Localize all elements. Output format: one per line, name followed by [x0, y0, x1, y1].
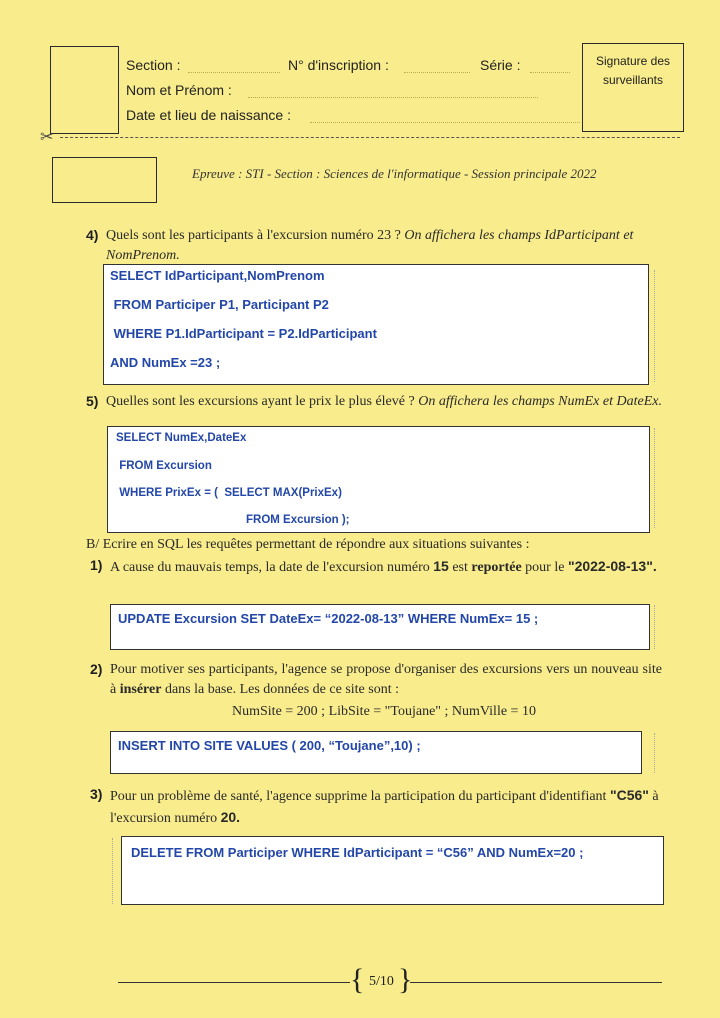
q4-sql-line-2: FROM Participer P1, Participant P2 — [110, 297, 329, 312]
q5-question: Quelles sont les excursions ayant le prix le plus élevé ? — [106, 394, 415, 409]
b2-bold-inserer: insérer — [119, 682, 162, 697]
nom-dots — [248, 97, 538, 98]
footer-line-right — [410, 982, 662, 983]
b3-left-dots — [112, 838, 113, 904]
b3-id: "C56" — [609, 787, 649, 803]
b2-number: 2) — [90, 661, 103, 677]
inscription-label: N° d'inscription : — [288, 57, 389, 73]
date-dots — [310, 122, 580, 123]
q4-text — [106, 226, 656, 266]
q5-sql-line-3: WHERE PrixEx = ( SELECT MAX(PrixEx) — [116, 487, 342, 499]
q4-right-dots — [654, 270, 655, 382]
b2-right-dots — [654, 733, 655, 773]
b1-text-c: pour le — [525, 560, 565, 575]
footer-brace-right: } — [398, 963, 413, 996]
b1-excursion-number: 15 — [433, 558, 449, 574]
q4-sql-line-3: WHERE P1.IdParticipant = P2.IdParticipant — [110, 326, 377, 341]
q4-sql-line-1: SELECT IdParticipant,NomPrenom — [110, 268, 325, 283]
b1-text-a: A cause du mauvais temps, la date de l'excursion numéro — [110, 560, 430, 575]
q4-sql-line-4: AND NumEx =23 ; — [110, 355, 221, 370]
b3-number: 3) — [90, 786, 103, 802]
b2-sql: INSERT INTO SITE VALUES ( 200, “Toujane”,10) ; — [118, 738, 421, 753]
b3-text — [110, 785, 662, 829]
q5-sql-line-4: FROM Excursion ); — [246, 514, 350, 526]
q4-question: Quels sont les participants à l'excursion numéro 23 ? — [106, 228, 401, 243]
signature-box — [582, 43, 684, 132]
epreuve-line: Epreuve : STI - Section : Sciences de l'informatique - Session principale 2022 — [192, 166, 597, 181]
footer-brace-left: { — [350, 963, 365, 996]
nom-label: Nom et Prénom : — [126, 82, 232, 98]
section-label: Section : — [126, 57, 181, 73]
q5-text — [106, 392, 662, 412]
signature-label: Signature des surveillants — [595, 54, 671, 87]
page-number: 5/10 — [369, 974, 394, 989]
b3-text-b: à l'excursion numéro — [110, 789, 659, 826]
serie-dots — [530, 72, 570, 73]
scissors-icon: ✂ — [40, 129, 54, 146]
b1-right-dots — [654, 605, 655, 649]
b3-sql: DELETE FROM Participer WHERE IdParticipant = “C56” AND NumEx=20 ; — [131, 845, 584, 860]
b2-text-a: Pour motiver ses participants, l'agence se propose d'organiser des excursions vers un nouveau site à — [110, 662, 662, 697]
b1-bold-reportee: reportée — [471, 560, 522, 575]
footer-line-left — [118, 982, 350, 983]
q5-right-dots — [654, 428, 655, 528]
inscription-dots — [404, 72, 470, 73]
photo-box — [50, 46, 119, 134]
cut-line — [60, 137, 680, 138]
date-label: Date et lieu de naissance : — [126, 107, 291, 123]
note-box — [52, 157, 157, 203]
q5-hint: On affichera les champs NumEx et DateEx. — [418, 394, 662, 409]
b2-text — [110, 660, 662, 700]
serie-label: Série : — [480, 57, 521, 73]
q5-sql-line-2: FROM Excursion — [116, 460, 212, 472]
section-dots — [188, 72, 280, 73]
b3-text-a: Pour un problème de santé, l'agence supprime la participation du participant d'identifiant — [110, 789, 607, 804]
q4-hint: On affichera les champs IdParticipant et NomPrenom. — [106, 228, 634, 263]
b1-text — [110, 556, 662, 578]
q4-number: 4) — [86, 227, 99, 243]
q5-sql-line-1: SELECT NumEx,DateEx — [116, 432, 247, 444]
b1-sql: UPDATE Excursion SET DateEx= “2022-08-13” WHERE NumEx= 15 ; — [118, 611, 539, 626]
b1-text-b: est — [452, 560, 468, 575]
q5-number: 5) — [86, 393, 99, 409]
b2-values: NumSite = 200 ; LibSite = "Toujane" ; NumVille = 10 — [232, 704, 536, 719]
b1-date: "2022-08-13". — [567, 558, 657, 574]
part-b-title: B/ Ecrire en SQL les requêtes permettant de répondre aux situations suivantes : — [86, 537, 530, 552]
b1-number: 1) — [90, 557, 103, 573]
b3-excursion-number: 20. — [220, 809, 241, 825]
b2-text-b: dans la base. Les données de ce site sont : — [164, 682, 399, 697]
